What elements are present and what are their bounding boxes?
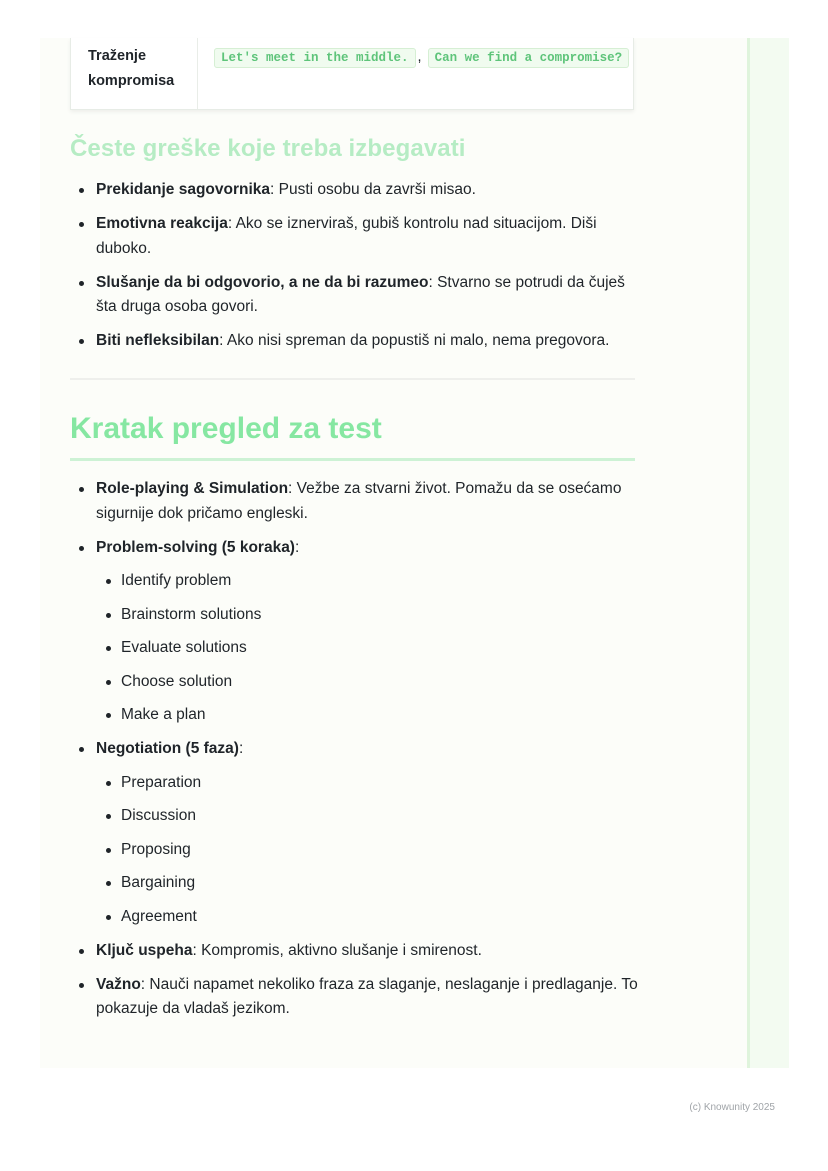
item-term: Važno <box>96 975 141 993</box>
item-text: : <box>238 740 244 757</box>
list-item <box>71 737 641 929</box>
item-term: Emotivna reakcija <box>96 215 228 232</box>
heading-underline <box>70 458 635 461</box>
copyright-footer: (c) Knowunity 2025 <box>689 1102 775 1113</box>
negotiation-phases <box>96 771 641 930</box>
item-term: Ključ uspeha <box>96 941 193 959</box>
problem-solving-steps <box>96 569 641 728</box>
list-item <box>71 329 641 354</box>
right-margin-line <box>747 38 750 1068</box>
item-text: : <box>294 538 300 556</box>
summary-heading: Kratak pregled za test <box>70 412 382 445</box>
item-term: Problem-solving (5 koraka) <box>96 538 295 556</box>
mistakes-list <box>71 178 641 363</box>
item-text: : Vežbe za stvarni život. Pomažu da se osećamo sigurnije dok pričamo engleski. <box>96 480 622 522</box>
list-item <box>71 939 641 964</box>
list-item <box>71 973 641 1022</box>
step-item: Make a plan <box>96 703 641 728</box>
item-term: Negotiation (5 faza) <box>96 740 239 757</box>
mistakes-heading: Česte greške koje treba izbegavati <box>70 135 466 162</box>
table-row-phrases <box>198 38 633 109</box>
item-text: : Pusti osobu da završi misao. <box>270 181 476 198</box>
summary-list <box>71 477 641 1031</box>
list-item <box>71 477 641 526</box>
phase-item: Bargaining <box>96 871 641 896</box>
phrase-code: Let's meet in the middle. <box>214 48 416 68</box>
table-row-label: Traženje kompromisa <box>71 38 198 109</box>
list-item <box>71 178 641 203</box>
phase-item: Agreement <box>96 905 641 930</box>
phrase-table-row <box>70 38 634 110</box>
item-term: Biti nefleksibilan <box>96 332 220 349</box>
list-item <box>71 536 641 728</box>
step-item: Choose solution <box>96 670 641 695</box>
phase-item: Preparation <box>96 771 641 796</box>
right-margin-rail <box>747 38 789 1068</box>
phase-item: Discussion <box>96 804 641 829</box>
list-item <box>71 212 641 261</box>
phrase-code: Can we find a compromise? <box>428 48 630 68</box>
step-item: Identify problem <box>96 569 641 594</box>
item-text: : Ako se iznerviraš, gubiš kontrolu nad situacijom. Diši duboko. <box>96 215 597 257</box>
item-text: : Ako nisi spreman da popustiš ni malo, nema pregovora. <box>219 332 610 349</box>
phase-item: Proposing <box>96 838 641 863</box>
list-item <box>71 271 641 320</box>
phrase-separator: , <box>417 49 422 65</box>
step-item: Brainstorm solutions <box>96 603 641 628</box>
item-term: Slušanje da bi odgovorio, a ne da bi razumeo <box>96 273 429 291</box>
item-text: : Kompromis, aktivno slušanje i smirenost. <box>192 941 482 959</box>
section-divider <box>70 378 635 380</box>
item-term: Role-playing & Simulation <box>96 480 289 497</box>
step-item: Evaluate solutions <box>96 636 641 661</box>
item-text: : Nauči napamet nekoliko fraza za slaganje, neslaganje i predlaganje. To pokazuje da vladaš jezikom. <box>96 975 638 1017</box>
item-text: : Stvarno se potrudi da čuješ šta druga osoba govori. <box>96 273 625 315</box>
item-term: Prekidanje sagovornika <box>96 181 271 198</box>
